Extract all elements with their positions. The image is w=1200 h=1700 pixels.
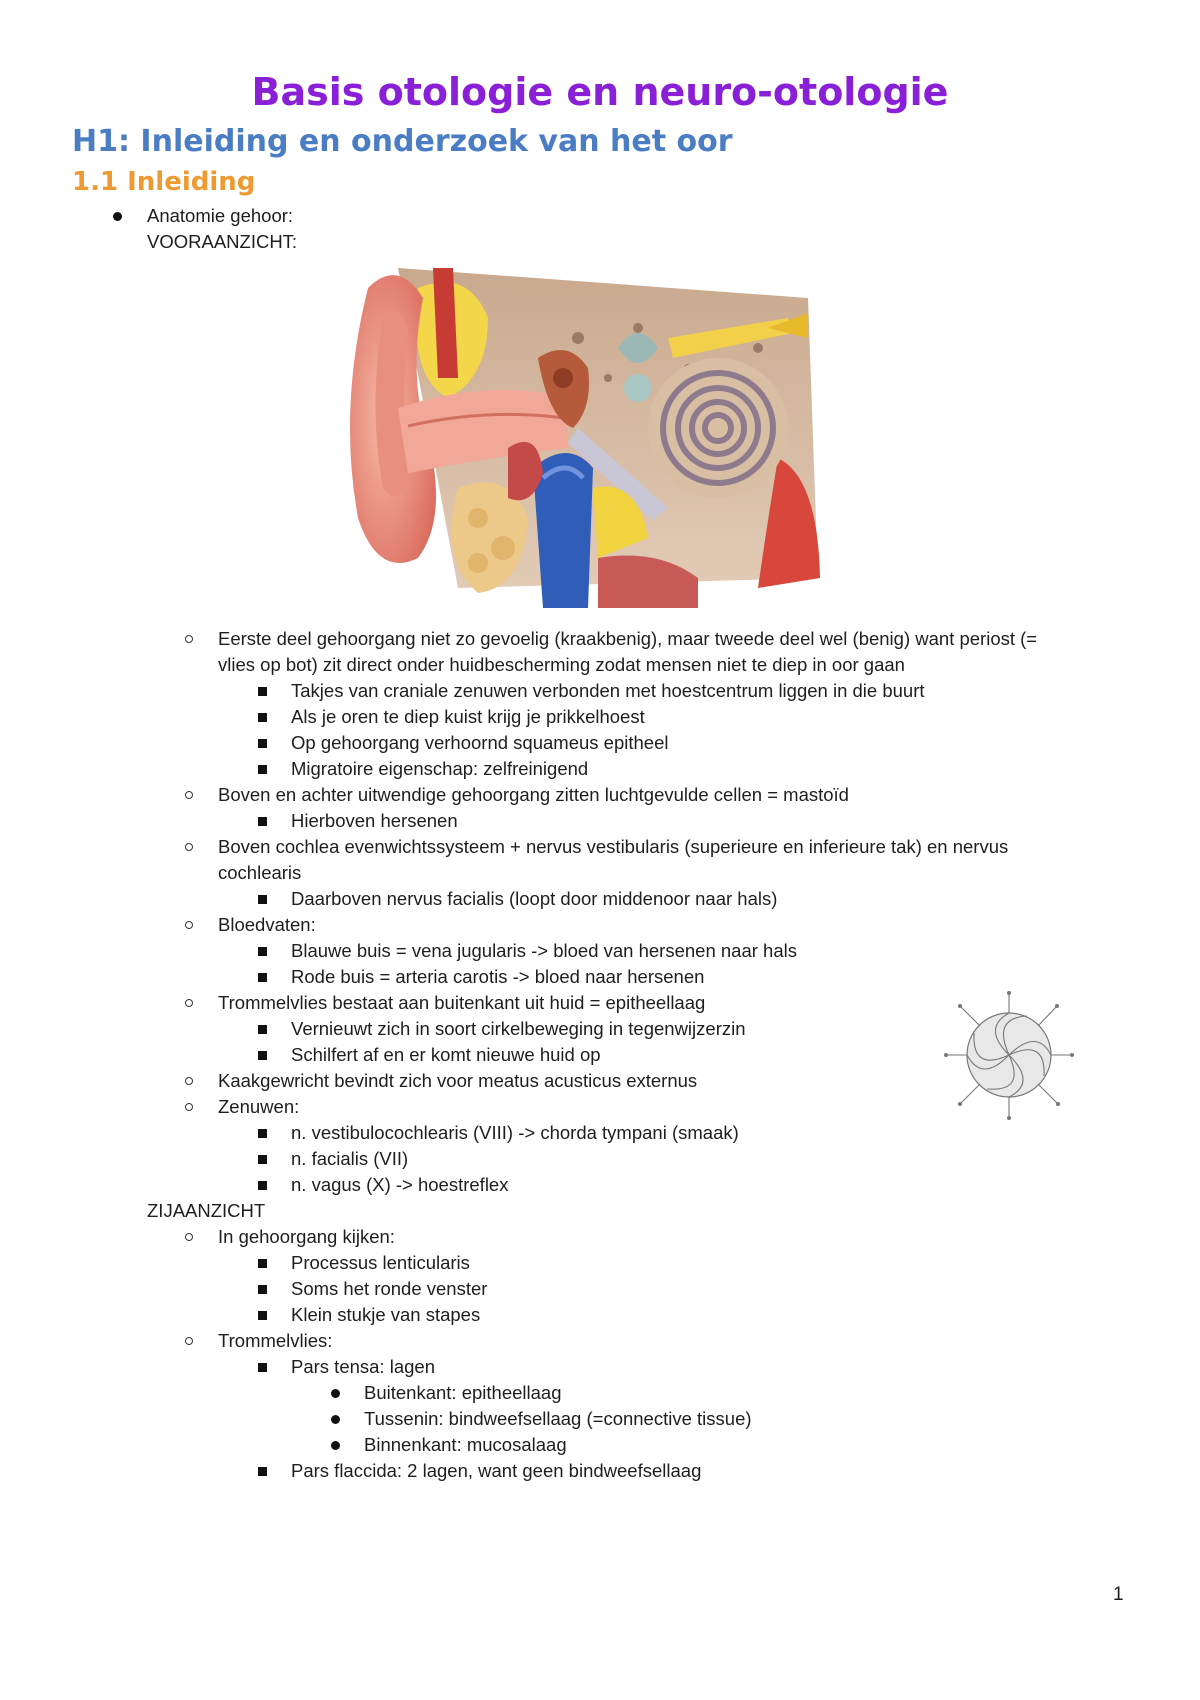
- bullet-marker: [331, 1441, 340, 1450]
- document-title: Basis otologie en neuro-otologie: [251, 70, 949, 114]
- bullet-marker: [258, 765, 267, 774]
- list-item: Processus lenticularis: [291, 1252, 470, 1273]
- list-item: Trommelvlies bestaat aan buitenkant uit huid = epitheellaag: [218, 992, 706, 1013]
- page-number: 1: [1113, 1584, 1124, 1605]
- bullet-marker: [258, 1259, 267, 1268]
- bullet-marker: [185, 843, 193, 851]
- bullet-marker: [258, 1285, 267, 1294]
- bullet-marker: [113, 212, 122, 221]
- bullet-marker: [258, 1181, 267, 1190]
- bullet-marker: [258, 1025, 267, 1034]
- list-item: n. facialis (VII): [291, 1148, 409, 1169]
- list-item: Trommelvlies:: [218, 1330, 333, 1351]
- ear-anatomy-illustration-icon: [338, 258, 828, 618]
- bullet-marker: [258, 973, 267, 982]
- bullet-marker: [258, 1051, 267, 1060]
- bullet-marker: [185, 999, 193, 1007]
- bullet-marker: [185, 1103, 193, 1111]
- list-item: Als je oren te diep kuist krijg je prikkelhoest: [291, 706, 645, 727]
- list-item: Boven en achter uitwendige gehoorgang zitten luchtgevulde cellen = mastoïd: [218, 784, 849, 805]
- bullet-marker: [185, 791, 193, 799]
- bullet-marker: [258, 817, 267, 826]
- bullet-marker: [258, 1467, 267, 1476]
- list-item: Bloedvaten:: [218, 914, 316, 935]
- list-item: Kaakgewricht bevindt zich voor meatus acusticus externus: [218, 1070, 698, 1091]
- list-item: Op gehoorgang verhoornd squameus epitheel: [291, 732, 669, 753]
- list-item: Pars tensa: lagen: [291, 1356, 435, 1377]
- list-item: Hierboven hersenen: [291, 810, 458, 831]
- list-item: Binnenkant: mucosalaag: [364, 1434, 567, 1455]
- list-item: Eerste deel gehoorgang niet zo gevoelig (kraakbenig), maar tweede deel wel (benig) want periost (=: [218, 628, 1038, 649]
- bullet-marker: [258, 1363, 267, 1372]
- chapter-heading: H1: Inleiding en onderzoek van het oor: [72, 124, 733, 159]
- bullet-marker: [258, 713, 267, 722]
- bullet-marker: [185, 635, 193, 643]
- bullet-marker: [331, 1389, 340, 1398]
- list-item: Pars flaccida: 2 lagen, want geen bindweefsellaag: [291, 1460, 702, 1481]
- tympanic-membrane-migration-sketch-icon: [942, 988, 1077, 1123]
- bullet-marker: [258, 739, 267, 748]
- list-item: Zenuwen:: [218, 1096, 300, 1117]
- bullet-marker: [258, 1129, 267, 1138]
- list-item: ZIJAANZICHT: [147, 1200, 266, 1221]
- list-item: Rode buis = arteria carotis -> bloed naar hersenen: [291, 966, 705, 987]
- bullet-marker: [258, 947, 267, 956]
- list-item: Takjes van craniale zenuwen verbonden met hoestcentrum liggen in die buurt: [291, 680, 925, 701]
- list-item: n. vagus (X) -> hoestreflex: [291, 1174, 509, 1195]
- bullet-marker: [258, 1311, 267, 1320]
- list-item: Blauwe buis = vena jugularis -> bloed van hersenen naar hals: [291, 940, 797, 961]
- bullet-marker: [185, 1233, 193, 1241]
- list-item: Daarboven nervus facialis (loopt door middenoor naar hals): [291, 888, 778, 909]
- bullet-marker: [331, 1415, 340, 1424]
- bullet-marker: [258, 1155, 267, 1164]
- list-item: Buitenkant: epitheellaag: [364, 1382, 562, 1403]
- list-item: vlies op bot) zit direct onder huidbescherming zodat mensen niet te diep in oor gaan: [218, 654, 905, 675]
- bullet-marker: [258, 895, 267, 904]
- list-item: Klein stukje van stapes: [291, 1304, 481, 1325]
- list-item: cochlearis: [218, 862, 302, 883]
- section-heading: 1.1 Inleiding: [72, 167, 256, 197]
- list-item: n. vestibulocochlearis (VIII) -> chorda tympani (smaak): [291, 1122, 739, 1143]
- list-item: Vernieuwt zich in soort cirkelbeweging in tegenwijzerzin: [291, 1018, 746, 1039]
- list-item: In gehoorgang kijken:: [218, 1226, 395, 1247]
- list-item: Tussenin: bindweefsellaag (=connective tissue): [364, 1408, 752, 1429]
- bullet-marker: [185, 1337, 193, 1345]
- bullet-marker: [185, 1077, 193, 1085]
- list-item: Schilfert af en er komt nieuwe huid op: [291, 1044, 601, 1065]
- list-item: Migratoire eigenschap: zelfreinigend: [291, 758, 589, 779]
- list-item: Boven cochlea evenwichtssysteem + nervus vestibularis (superieure en inferieure tak) en nervus: [218, 836, 1009, 857]
- bullet-marker: [258, 687, 267, 696]
- list-item: Soms het ronde venster: [291, 1278, 488, 1299]
- bullet-marker: [185, 921, 193, 929]
- list-item: Anatomie gehoor:: [147, 205, 294, 226]
- list-item: VOORAANZICHT:: [147, 231, 298, 252]
